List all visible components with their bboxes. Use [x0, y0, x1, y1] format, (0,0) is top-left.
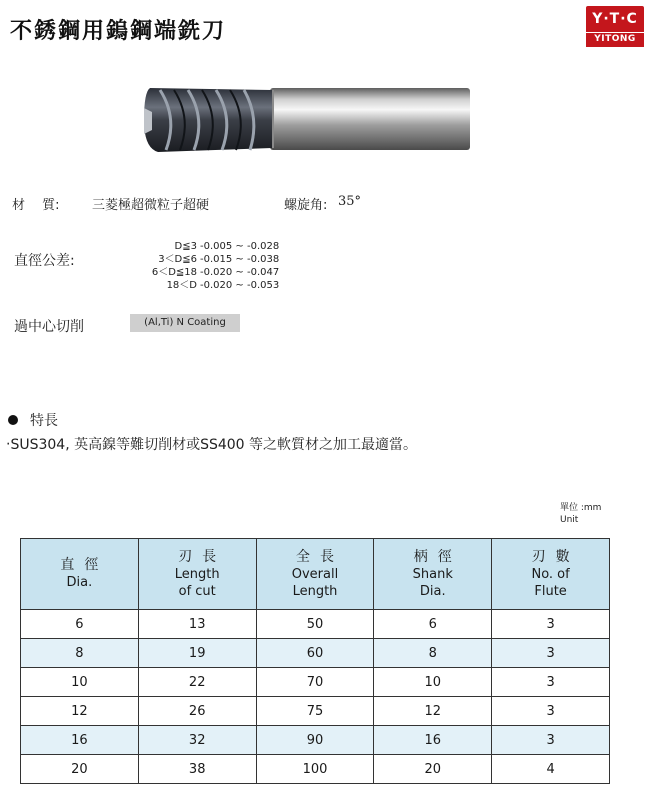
cell-shank-dia: 6 — [374, 610, 492, 639]
features-heading — [8, 410, 58, 430]
helix-label: 螺旋角: — [284, 198, 328, 213]
tolerance-range: -0.020 ~ -0.053 — [200, 280, 280, 291]
bullet-icon — [8, 415, 18, 425]
tolerance-row — [112, 266, 312, 279]
page-title: 不銹鋼用鎢鋼端銑刀 — [10, 19, 227, 44]
cell-dia: 16 — [21, 726, 139, 755]
cell-dia: 8 — [21, 639, 139, 668]
cell-shank-dia: 10 — [374, 668, 492, 697]
spec-table — [20, 538, 610, 784]
header-dia: 直徑 Dia. — [21, 539, 139, 610]
cell-dia: 20 — [21, 755, 139, 784]
cell-length-of-cut: 19 — [138, 639, 256, 668]
cell-shank-dia: 12 — [374, 697, 492, 726]
unit-note — [560, 502, 601, 526]
cell-dia: 12 — [21, 697, 139, 726]
header-no-of-flute: 刃數 No. of Flute — [492, 539, 610, 610]
logo-mark: Y·T·C — [586, 6, 644, 32]
table-row — [21, 639, 610, 668]
cell-flutes: 3 — [492, 726, 610, 755]
tolerance-condition: D≦3 — [174, 241, 197, 252]
material-value: 三菱極超微粒子超硬 — [92, 198, 210, 213]
cell-shank-dia: 8 — [374, 639, 492, 668]
tolerance-condition: 6＜D≦18 — [151, 267, 197, 278]
table-row — [21, 697, 610, 726]
unit-zh: 單位 :mm — [560, 503, 602, 513]
table-row — [21, 726, 610, 755]
header-shank-dia: 柄徑 Shank Dia. — [374, 539, 492, 610]
header-overall-length: 全長 Overall Length — [256, 539, 374, 610]
header-length-of-cut: 刃長 Length of cut — [138, 539, 256, 610]
cell-length-of-cut: 22 — [138, 668, 256, 697]
table-row — [21, 610, 610, 639]
cell-shank-dia: 16 — [374, 726, 492, 755]
table-row — [21, 755, 610, 784]
cell-dia: 10 — [21, 668, 139, 697]
cell-length-of-cut: 13 — [138, 610, 256, 639]
table-row — [21, 668, 610, 697]
cell-flutes: 3 — [492, 610, 610, 639]
cell-overall-length: 90 — [256, 726, 374, 755]
cell-length-of-cut: 38 — [138, 755, 256, 784]
tolerance-table — [112, 240, 312, 292]
tolerance-label: 直徑公差: — [14, 253, 75, 269]
cell-shank-dia: 20 — [374, 755, 492, 784]
cell-flutes: 3 — [492, 697, 610, 726]
cell-overall-length: 75 — [256, 697, 374, 726]
cell-length-of-cut: 32 — [138, 726, 256, 755]
cell-flutes: 3 — [492, 639, 610, 668]
helix-value: 35° — [338, 194, 362, 209]
features-heading-text: 特長 — [30, 413, 58, 429]
coating-badge: (Al,Ti) N Coating — [130, 314, 240, 332]
tolerance-range: -0.015 ~ -0.038 — [200, 254, 280, 265]
table-header-row — [21, 539, 610, 610]
tolerance-row — [112, 253, 312, 266]
center-cut-label: 過中心切削 — [14, 319, 84, 335]
cell-overall-length: 50 — [256, 610, 374, 639]
logo-brand: YITONG — [586, 32, 644, 47]
tolerance-range: -0.005 ~ -0.028 — [200, 241, 280, 252]
cell-flutes: 4 — [492, 755, 610, 784]
unit-en: Unit — [560, 515, 579, 525]
ytc-logo — [586, 6, 644, 50]
tolerance-row — [112, 240, 312, 253]
end-mill-image — [130, 78, 475, 162]
cell-dia: 6 — [21, 610, 139, 639]
cell-overall-length: 70 — [256, 668, 374, 697]
features-text: ‧SUS304, 英高鎳等難切削材或SS400 等之軟質材之加工最適當。 — [6, 437, 418, 453]
cell-overall-length: 60 — [256, 639, 374, 668]
material-label: 材 質: — [12, 198, 60, 213]
tolerance-row — [112, 279, 312, 292]
cell-length-of-cut: 26 — [138, 697, 256, 726]
tolerance-range: -0.020 ~ -0.047 — [200, 267, 280, 278]
cell-overall-length: 100 — [256, 755, 374, 784]
cell-flutes: 3 — [492, 668, 610, 697]
tolerance-condition: 3＜D≦6 — [158, 254, 197, 265]
tolerance-condition: 18＜D — [166, 280, 197, 291]
